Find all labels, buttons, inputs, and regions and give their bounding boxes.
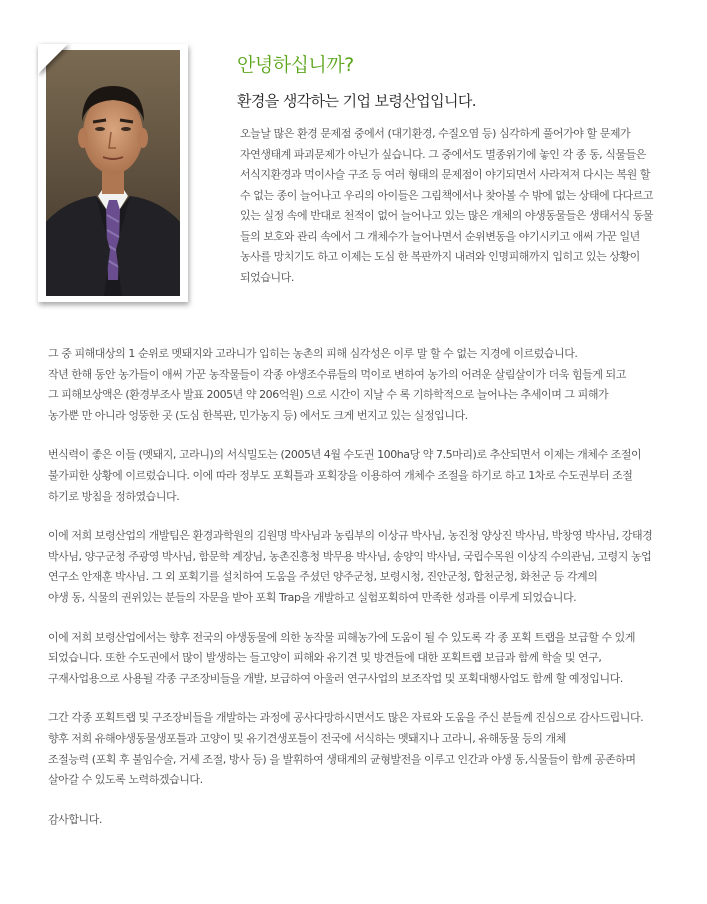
paragraph-damage [48,344,698,426]
paragraph-thanks [48,708,698,790]
body-text [48,344,698,830]
text-line: 작년 한해 동안 농가들이 애써 가꾼 농작물들이 각종 야생조수류들의 먹이로 변하여 농가의 어려운 살림살이가 더욱 힘들게 되고 [48,367,626,381]
text-line: 향후 저희 유해야생동물생포틀과 고양이 및 유기견생포틀이 전국에 서식하는 멧돼지나 고라니, 유해동물 등의 개체 [48,731,566,745]
text-line: 살아갈 수 있도록 노력하겠습니다. [48,773,203,787]
text-line: 번식력이 좋은 이들 (멧돼지, 고라니)의 서식밀도는 (2005년 4월 수도권 100ha당 약 7.5마리)로 추산되면서 이제는 개체수 조절이 [48,448,642,462]
text-line: 박사님, 양구군청 주광영 박사님, 함문학 계장님, 농촌진흥청 박무용 박사님, 송양익 박사님, 국립수목원 이상직 수의관님, 고령지 농업 [48,549,652,563]
text-line: 불가피한 상황에 이르렀습니다. 이에 따라 정부도 포획틀과 포획장을 이용하여 개체수 조절을 하기로 하고 1차로 수도권부터 조절 [48,468,633,482]
photo-corner-fold [38,44,68,74]
paragraph-population [48,445,698,507]
closing-text [48,810,698,831]
paragraph-plans [48,628,698,690]
text-line: 이에 저희 보령산업의 개발팀은 환경과학원의 김원명 박사님과 농림부의 이상규 박사님, 농진청 양상진 박사님, 박창영 박사님, 강태경 [48,529,653,543]
text-line: 서식지환경과 먹이사슬 구조 등 여러 형태의 문제점이 야기되면서 사라져져 다시는 복원 할 [240,168,651,181]
text-line: 오늘날 많은 환경 문제점 중에서 (대기환경, 수질오염 등) 심각하게 풀어가야 할 문제가 [240,127,631,140]
text-line: 하기로 방침을 정하였습니다. [48,489,180,503]
closing-line: 감사합니다. [48,812,102,826]
ceo-photo-frame [38,44,188,302]
intro-paragraph [240,124,690,288]
text-line: 수 없는 종이 늘어나고 우리의 아이들은 그림책에서나 찾아볼 수 밖에 없는 상태에 다다르고 [240,188,654,202]
text-line: 그간 각종 포획트랩 및 구조장비들을 개발하는 과정에 공사다망하시면서도 많은 자료와 도움을 주신 분들께 진심으로 감사드립니다. [48,711,644,725]
text-line: 야생 동, 식물의 권위있는 분들의 자문을 받아 포획 Trap을 개발하고 실험포획하여 만족한 성과를 이루게 되었습니다. [48,590,577,604]
text-line: 이에 저희 보령산업에서는 향후 전국의 야생동물에 의한 농작물 피해농가에 도움이 될 수 있도록 각 종 포획 트랩을 보급할 수 있게 [48,630,636,644]
text-line: 되었습니다. 또한 수도권에서 많이 발생하는 들고양이 피해와 유기견 및 방견들에 대한 포획트랩 보급과 함께 학술 및 연구, [48,651,602,665]
paragraph-development [48,526,698,608]
text-line: 그 피해보상액은 (환경부조사 발표 2005년 약 206억원) 으로 시간이 지날 수 록 기하학적으로 늘어나는 추세이며 그 피해가 [48,388,609,402]
text-line: 연구소 안재훈 박사님. 그 외 포획기를 설치하여 도움을 주셨던 양주군청, 보령시청, 진안군청, 합천군청, 화천군 등 각계의 [48,570,598,584]
ceo-portrait-photo [46,50,180,296]
text-line: 농가뿐 만 아니라 엉뚱한 곳 (도심 한복판, 민가농지 등) 에서도 크게 번지고 있는 실정입니다. [48,408,468,422]
text-line: 농사를 망치기도 하고 이제는 도심 한 복판까지 내려와 인명피해까지 입히고 있는 상황이 [240,250,640,263]
text-line: 있는 실정 속에 반대로 천적이 없어 늘어나고 있는 많은 개체의 야생동물들은 생태서식 동물 [240,209,654,222]
text-line: 들의 보호와 관리 속에서 그 개체수가 늘어나면서 순위변동을 야기시키고 애써 가꾼 일년 [240,229,640,243]
text-line: 되었습니다. [240,270,294,284]
company-subtitle: 환경을 생각하는 기업 보령산업입니다. [237,92,476,110]
text-line: 구재사업용으로 사용될 각종 구조장비들을 개발, 보급하여 아울러 연구사업의 보조작업 및 포획대행사업도 함께 할 예정입니다. [48,671,623,685]
greeting-heading: 안녕하십니까? [237,54,354,76]
text-line: 자연생태계 파괴문제가 아닌가 싶습니다. 그 중에서도 멸종위기에 놓인 각 종 동, 식물들은 [240,147,646,161]
text-line: 그 중 피해대상의 1 순위로 멧돼지와 고라니가 입히는 농촌의 피해 심각성은 이루 말 할 수 없는 지경에 이르렀습니다. [48,347,578,360]
text-line: 조절능력 (포획 후 불임수술, 거세 조절, 방사 등) 을 발휘하여 생태계의 균형발전을 이루고 인간과 야생 동,식물들이 함께 공존하며 [48,752,636,766]
